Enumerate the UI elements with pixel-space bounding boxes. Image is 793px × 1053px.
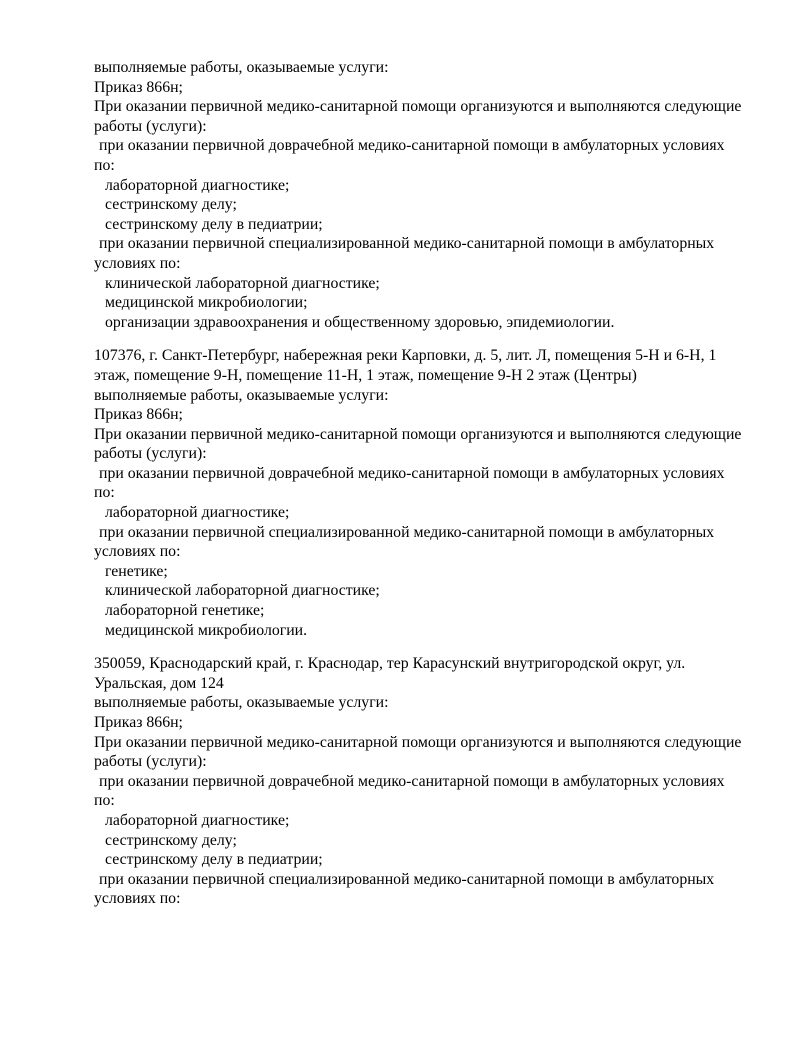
text-line: этаж, помещение 9-Н, помещение 11-Н, 1 этаж, помещение 9-Н 2 этаж (Центры) [94, 366, 637, 384]
text-line: лабораторной диагностике; [105, 504, 290, 522]
text-line: организации здравоохранения и общественному здоровью, эпидемиологии. [105, 313, 615, 331]
text-line: медицинской микробиологии. [105, 621, 308, 639]
text-line: лабораторной диагностике; [105, 176, 290, 194]
text-line: 350059, Краснодарский край, г. Краснодар, тер Карасунский внутригородской округ, ул. [94, 655, 686, 673]
text-line: сестринскому делу; [105, 196, 237, 214]
text-line: по: [94, 792, 115, 810]
text-line: При оказании первичной медико-санитарной помощи организуются и выполняются следующие [94, 733, 742, 751]
text-line: Уральская, дом 124 [94, 674, 224, 692]
text-line: по: [94, 484, 115, 502]
text-line: клинической лабораторной диагностике; [105, 582, 380, 600]
text-line: при оказании первичной доврачебной медико-санитарной помощи в амбулаторных условиях [99, 137, 725, 155]
text-line: Приказ 866н; [94, 78, 183, 96]
text-line: работы (услуги): [94, 753, 207, 771]
text-line: при оказании первичной доврачебной медико-санитарной помощи в амбулаторных условиях [99, 464, 725, 482]
section-address-krasnodar [94, 654, 763, 909]
text-line: выполняемые работы, оказываемые услуги: [94, 386, 389, 404]
text-line: клинической лабораторной диагностике; [105, 274, 380, 292]
text-line: выполняемые работы, оказываемые услуги: [94, 59, 389, 76]
text-line: Приказ 866н; [94, 714, 183, 731]
section-address-sankt-peterburg [94, 346, 763, 640]
text-line: лабораторной генетике; [105, 602, 265, 620]
text-line: генетике; [105, 562, 168, 580]
document-body [94, 58, 763, 909]
text-line: условиях по: [94, 543, 181, 561]
text-line: 107376, г. Санкт-Петербург, набережная реки Карповки, д. 5, лит. Л, помещения 5-Н и 6-Н, 1 [94, 347, 717, 365]
text-line: При оказании первичной медико-санитарной помощи организуются и выполняются следующие [94, 425, 742, 443]
text-line: сестринскому делу в педиатрии; [105, 215, 323, 233]
text-line: при оказании первичной специализированной медико-санитарной помощи в амбулаторных [99, 870, 715, 888]
section-services-continuation [94, 58, 763, 332]
text-line: условиях по: [94, 890, 181, 908]
text-line: работы (услуги): [94, 117, 207, 135]
text-line: сестринскому делу; [105, 831, 237, 849]
text-line: при оказании первичной специализированной медико-санитарной помощи в амбулаторных [99, 523, 715, 541]
text-line: медицинской микробиологии; [105, 294, 308, 312]
text-line: работы (услуги): [94, 445, 207, 463]
text-line: при оказании первичной доврачебной медико-санитарной помощи в амбулаторных условиях [99, 772, 725, 790]
text-line: выполняемые работы, оказываемые услуги: [94, 694, 389, 712]
text-line: лабораторной диагностике; [105, 811, 290, 829]
text-line: при оказании первичной специализированной медико-санитарной помощи в амбулаторных [99, 235, 715, 253]
text-line: сестринскому делу в педиатрии; [105, 851, 323, 869]
text-line: Приказ 866н; [94, 406, 183, 424]
text-line: по: [94, 156, 115, 174]
text-line: условиях по: [94, 254, 181, 272]
text-line: При оказании первичной медико-санитарной помощи организуются и выполняются следующие [94, 98, 742, 116]
